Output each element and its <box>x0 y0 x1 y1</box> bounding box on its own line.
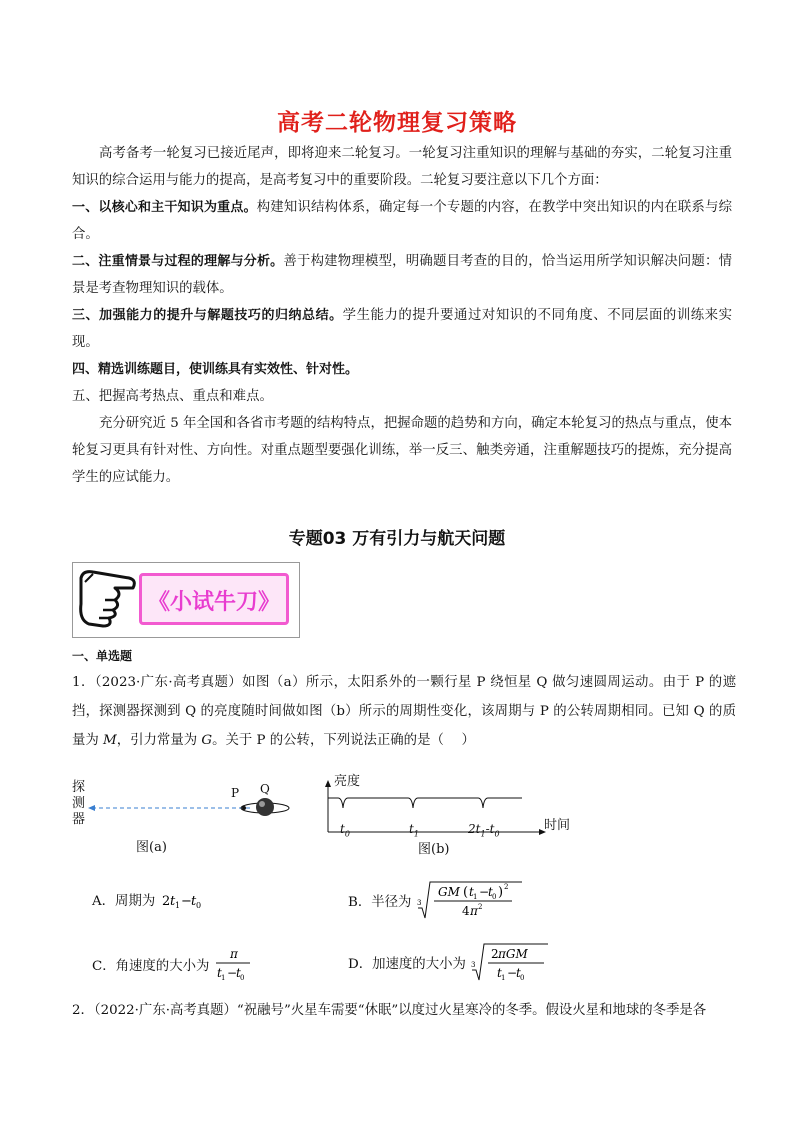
svg-text:1: 1 <box>220 974 226 982</box>
figure-a <box>72 776 302 856</box>
q1-text-b: ，引力常量为 <box>116 733 202 748</box>
svg-text:1: 1 <box>472 893 478 901</box>
detector-label: 探 测 器 <box>72 780 86 827</box>
tick-2t1-t0: $2t_1-t_0$ <box>468 822 500 839</box>
figure-b <box>320 770 580 842</box>
svg-text:3: 3 <box>416 899 422 907</box>
svg-text:0: 0 <box>520 974 525 982</box>
option-c-formula <box>214 944 254 984</box>
point-1 <box>72 194 732 248</box>
option-c-label: C．角速度的大小为 <box>92 959 210 974</box>
option-d[interactable] <box>348 940 550 984</box>
banner-text: 《小试牛刀》 <box>147 590 280 615</box>
point-2 <box>72 248 732 302</box>
figure-b-caption: 图(b) <box>418 842 450 857</box>
option-d-label: D．加速度的大小为 <box>348 957 466 972</box>
point-5-text: 五、把握高考热点、重点和难点。 <box>72 389 273 404</box>
svg-text:0: 0 <box>491 893 497 901</box>
option-b-label: B．半径为 <box>348 895 412 910</box>
svg-text:t: t <box>516 966 521 980</box>
closing-paragraph: 充分研究近 5 年全国和各省市考题的结构特点，把握命题的趋势和方向，确定本轮复习的热点与重点，使本轮复习更具有针对性、方向性。对重点题型要强化训练，举一反三、触类旁通，注重解题技巧的提炼，充分提高学生的应试能力。 <box>72 416 732 485</box>
svg-text:πGM: πGM <box>498 947 528 961</box>
point-4 <box>72 356 732 383</box>
tick-t1: $t_1$ <box>409 822 419 839</box>
q1-text-a: 1．（2023·广东·高考真题）如图（a）所示，太阳系外的一颗行星 P 绕恒星 Q 做匀速圆周运动。由于 P 的遮挡，探测器探测到 Q 的亮度随时间做如图（b）所示的周期性变化，该周期与 P 的公转周期相同。已知 Q 的质量为 <box>72 675 736 748</box>
brightness-axis-label: 亮度 <box>334 774 361 789</box>
q1-mass-symbol: M <box>103 733 117 748</box>
svg-text:1: 1 <box>174 901 180 909</box>
section-banner <box>72 562 300 638</box>
point-3 <box>72 302 732 356</box>
brightness-graph <box>320 778 550 838</box>
option-a-formula <box>160 891 204 909</box>
svg-text:t: t <box>497 966 502 980</box>
svg-text:−: − <box>478 885 489 899</box>
svg-text:t: t <box>487 885 493 899</box>
svg-text:2: 2 <box>477 903 483 911</box>
section-label: 一、单选题 <box>72 649 133 663</box>
option-a-label: A．周期为 <box>92 894 156 909</box>
svg-text:1: 1 <box>501 974 506 982</box>
option-b-formula <box>416 878 524 922</box>
svg-text:): ) <box>497 885 503 900</box>
svg-text:π: π <box>469 904 478 918</box>
point-4-heading: 四、精选训练题目，使训练具有实效性、针对性。 <box>72 362 359 377</box>
figure-a-caption: 图(a) <box>136 840 167 855</box>
svg-text:t: t <box>190 894 196 909</box>
svg-text:0: 0 <box>239 974 245 982</box>
point-3-text: 学生能力的提升要通过对知识的不同角度、不同层面的训练来实现。 <box>72 308 732 350</box>
svg-text:0: 0 <box>195 901 201 909</box>
svg-text:t: t <box>468 885 474 899</box>
page-title: 高考二轮物理复习策略 <box>277 110 517 136</box>
svg-text:(: ( <box>462 885 468 900</box>
svg-text:−: − <box>226 966 237 980</box>
star-q-label: Q <box>260 782 270 796</box>
topic-title: 专题03 万有引力与航天问题 <box>288 529 506 549</box>
intro-paragraph: 高考备考一轮复习已接近尾声，即将迎来二轮复习。一轮复习注重知识的理解与基础的夯实，二轮复习注重知识的综合运用与能力的提高，是高考复习中的重要阶段。二轮复习要注意以下几个方面： <box>72 146 732 188</box>
question-1-text <box>72 668 736 755</box>
svg-text:2: 2 <box>161 894 170 909</box>
point-3-heading: 三、加强能力的提升与解题技巧的归纳总结。 <box>72 308 343 323</box>
svg-text:GM: GM <box>437 885 460 899</box>
planet-p-label: P <box>231 786 240 800</box>
option-d-formula <box>470 940 550 984</box>
svg-text:t: t <box>235 966 241 980</box>
point-2-text: 善于构建物理模型，明确题目考查的目的，恰当运用所学知识解决问题：情景是考查物理知识的载体。 <box>72 254 732 296</box>
svg-text:t: t <box>169 894 175 909</box>
svg-text:2: 2 <box>491 947 499 961</box>
tick-t0: $t_0$ <box>340 822 350 839</box>
time-axis-label: 时间 <box>544 818 571 833</box>
point-1-heading: 一、以核心和主干知识为重点。 <box>72 200 257 215</box>
point-1-text: 构建知识结构体系，确定每一个专题的内容，在教学中突出知识的内在联系与综合。 <box>72 200 732 242</box>
svg-text:4: 4 <box>461 904 470 918</box>
q1-text-c: 。关于 P 的公转，下列说法正确的是（ ） <box>212 733 475 748</box>
banner-pill <box>139 573 289 625</box>
point-5 <box>72 383 732 410</box>
svg-text:2: 2 <box>503 883 509 891</box>
svg-text:−: − <box>507 966 518 980</box>
svg-text:3: 3 <box>471 961 476 969</box>
point-2-heading: 二、注重情景与过程的理解与分析。 <box>72 254 284 269</box>
pointing-hand-icon <box>75 564 141 636</box>
option-c[interactable] <box>92 944 254 984</box>
q1-gravity-symbol: G <box>201 733 213 748</box>
option-a[interactable] <box>92 890 204 909</box>
svg-text:−: − <box>180 894 192 909</box>
question-2-text: 2．（2022·广东·高考真题）“祝融号”火星车需要“休眠”以度过火星寒冷的冬季。假设火星和地球的冬季是各 <box>72 1003 707 1018</box>
option-b[interactable] <box>348 878 524 922</box>
svg-text:π: π <box>229 947 238 961</box>
svg-text:t: t <box>216 966 222 980</box>
